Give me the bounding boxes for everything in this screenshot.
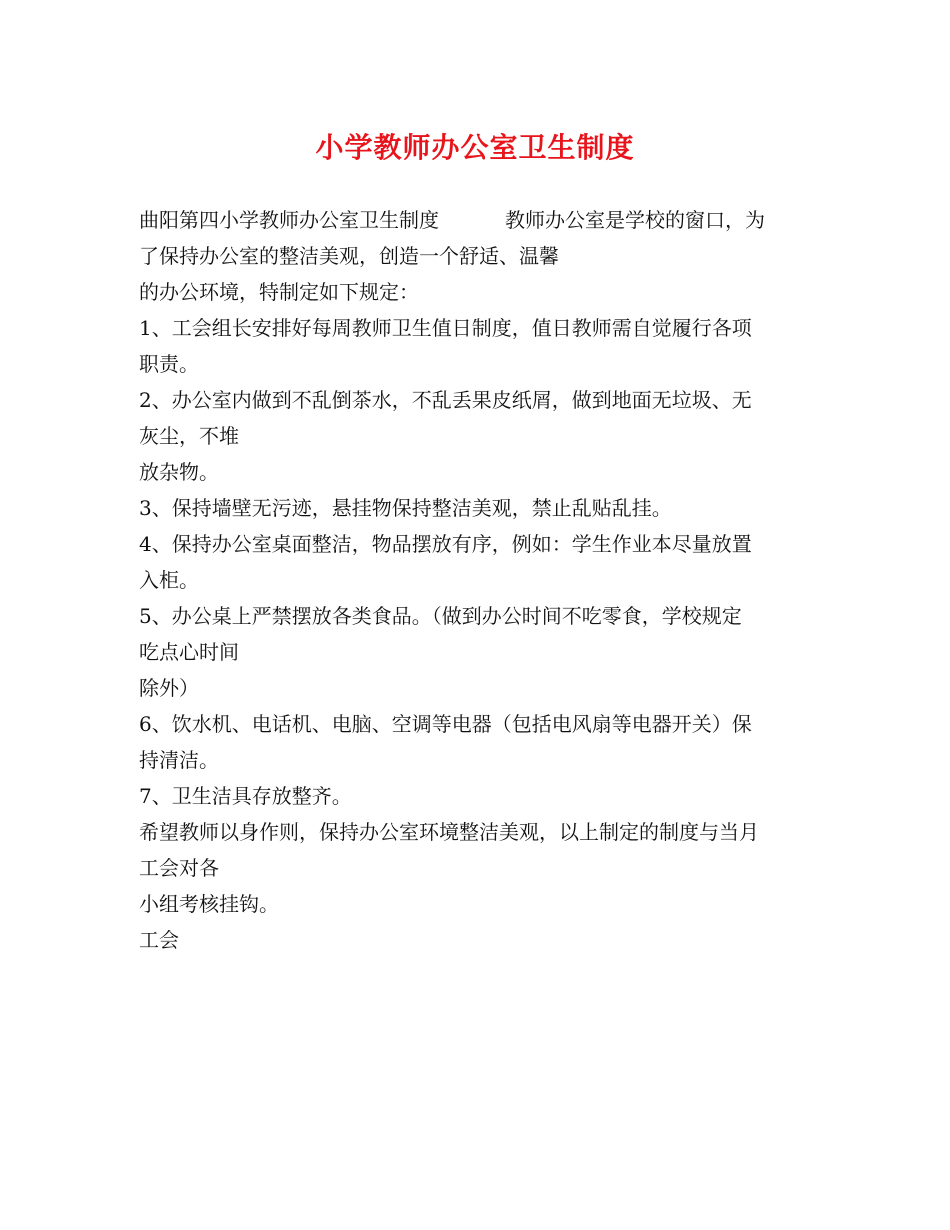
school-name-heading: 曲阳第四小学教师办公室卫生制度 — [139, 208, 439, 232]
rule-2-line-1: 2、办公室内做到不乱倒茶水，不乱丢果皮纸屑，做到地面无垃圾、无 — [139, 388, 752, 412]
document-title: 小学教师办公室卫生制度 — [315, 131, 635, 164]
closing-line-2: 工会对各 — [139, 856, 219, 880]
rule-6-line-1: 6、饮水机、电话机、电脑、空调等电器（包括电风扇等电器开关）保 — [139, 712, 752, 736]
rule-5-line-2: 吃点心时间 — [139, 640, 239, 664]
rule-1-line-1: 1、工会组长安排好每周教师卫生值日制度，值日教师需自觉履行各项 — [139, 316, 752, 340]
rule-2-line-3: 放杂物。 — [139, 460, 219, 484]
body-line-3: 的办公环境，特制定如下规定： — [139, 280, 419, 304]
rule-3-line-1: 3、保持墙壁无污迹，悬挂物保持整洁美观，禁止乱贴乱挂。 — [139, 496, 672, 520]
body-line-1 — [139, 202, 819, 238]
rule-4-line-1: 4、保持办公室桌面整洁，物品摆放有序，例如：学生作业本尽量放置 — [139, 532, 752, 556]
body-line-2: 了保持办公室的整洁美观，创造一个舒适、温馨 — [139, 244, 559, 268]
rule-6-line-2: 持清洁。 — [139, 748, 219, 772]
signature-line: 工会 — [139, 928, 179, 952]
rule-7-line-1: 7、卫生洁具存放整齐。 — [139, 784, 352, 808]
rule-5-line-1: 5、办公桌上严禁摆放各类食品。（做到办公时间不吃零食，学校规定 — [139, 604, 742, 628]
rule-2-line-2: 灰尘，不堆 — [139, 424, 239, 448]
closing-line-1: 希望教师以身作则，保持办公室环境整洁美观，以上制定的制度与当月 — [139, 820, 759, 844]
rule-4-line-2: 入柜。 — [139, 568, 199, 592]
intro-text: 教师办公室是学校的窗口，为 — [505, 208, 765, 232]
rule-5-line-3: 除外） — [139, 676, 199, 700]
closing-line-3: 小组考核挂钩。 — [139, 892, 279, 916]
rule-1-line-2: 职责。 — [139, 352, 199, 376]
document-body — [139, 202, 819, 958]
